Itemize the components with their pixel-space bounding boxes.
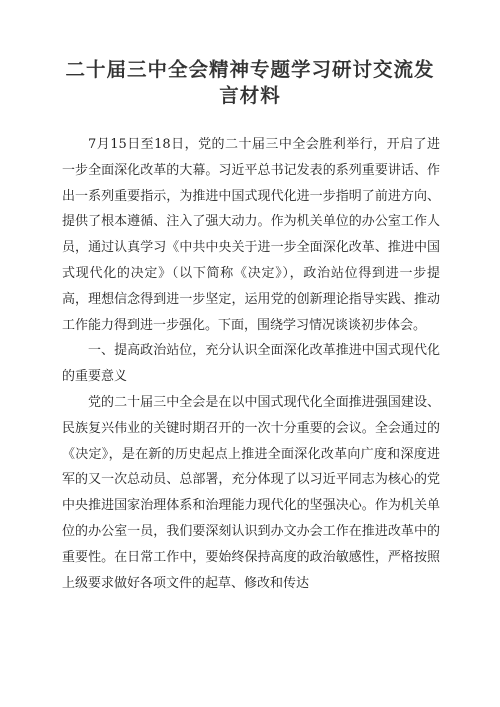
- document-title: [60, 57, 440, 109]
- section-heading-1: 一、提高政治站位，充分认识全面深化改革推进中国式现代化的重要意义: [62, 343, 440, 385]
- title-line-1: 二十届三中全会精神专题学习研讨交流发: [65, 58, 435, 81]
- document-body: [62, 132, 440, 596]
- paragraph-section-1: 党的二十届三中全会是在以中国式现代化全面推进强国建设、民族复兴伟业的关键时期召开的一次十分重要的会议。全会通过的《决定》，是在新的历史起点上推进全面深化改革向广度和深度进军的又一次总动员、总部署，充分体现了以习近平同志为核心的党中央推进国家治理体系和治理能力现代化的坚强决心。作为机关单位的办公室一员，我们要深刻认识到办文办会工作在推进改革中的重要性。在日常工作中，要始终保持高度的政治敏感性，严格按照上级要求做好各项文件的起草、修改和传达: [62, 394, 440, 591]
- title-line-2: 言材料: [219, 84, 281, 107]
- paragraph-intro: 7月15日至18日，党的二十届三中全会胜利举行，开启了进一步全面深化改革的大幕。习近平总书记发表的系列重要讲话、作出一系列重要指示，为推进中国式现代化进一步指明了前进方向、提供了根本遵循、注入了强大动力。作为机关单位的办公室工作人员，通过认真学习《中共中央关于进一步全面深化改革、推进中国式现代化的决定》（以下简称《决定》），政治站位得到进一步提高，理想信念得到进一步坚定，运用党的创新理论指导实践、推动工作能力得到进一步强化。下面，围绕学习情况谈谈初步体会。: [62, 137, 440, 333]
